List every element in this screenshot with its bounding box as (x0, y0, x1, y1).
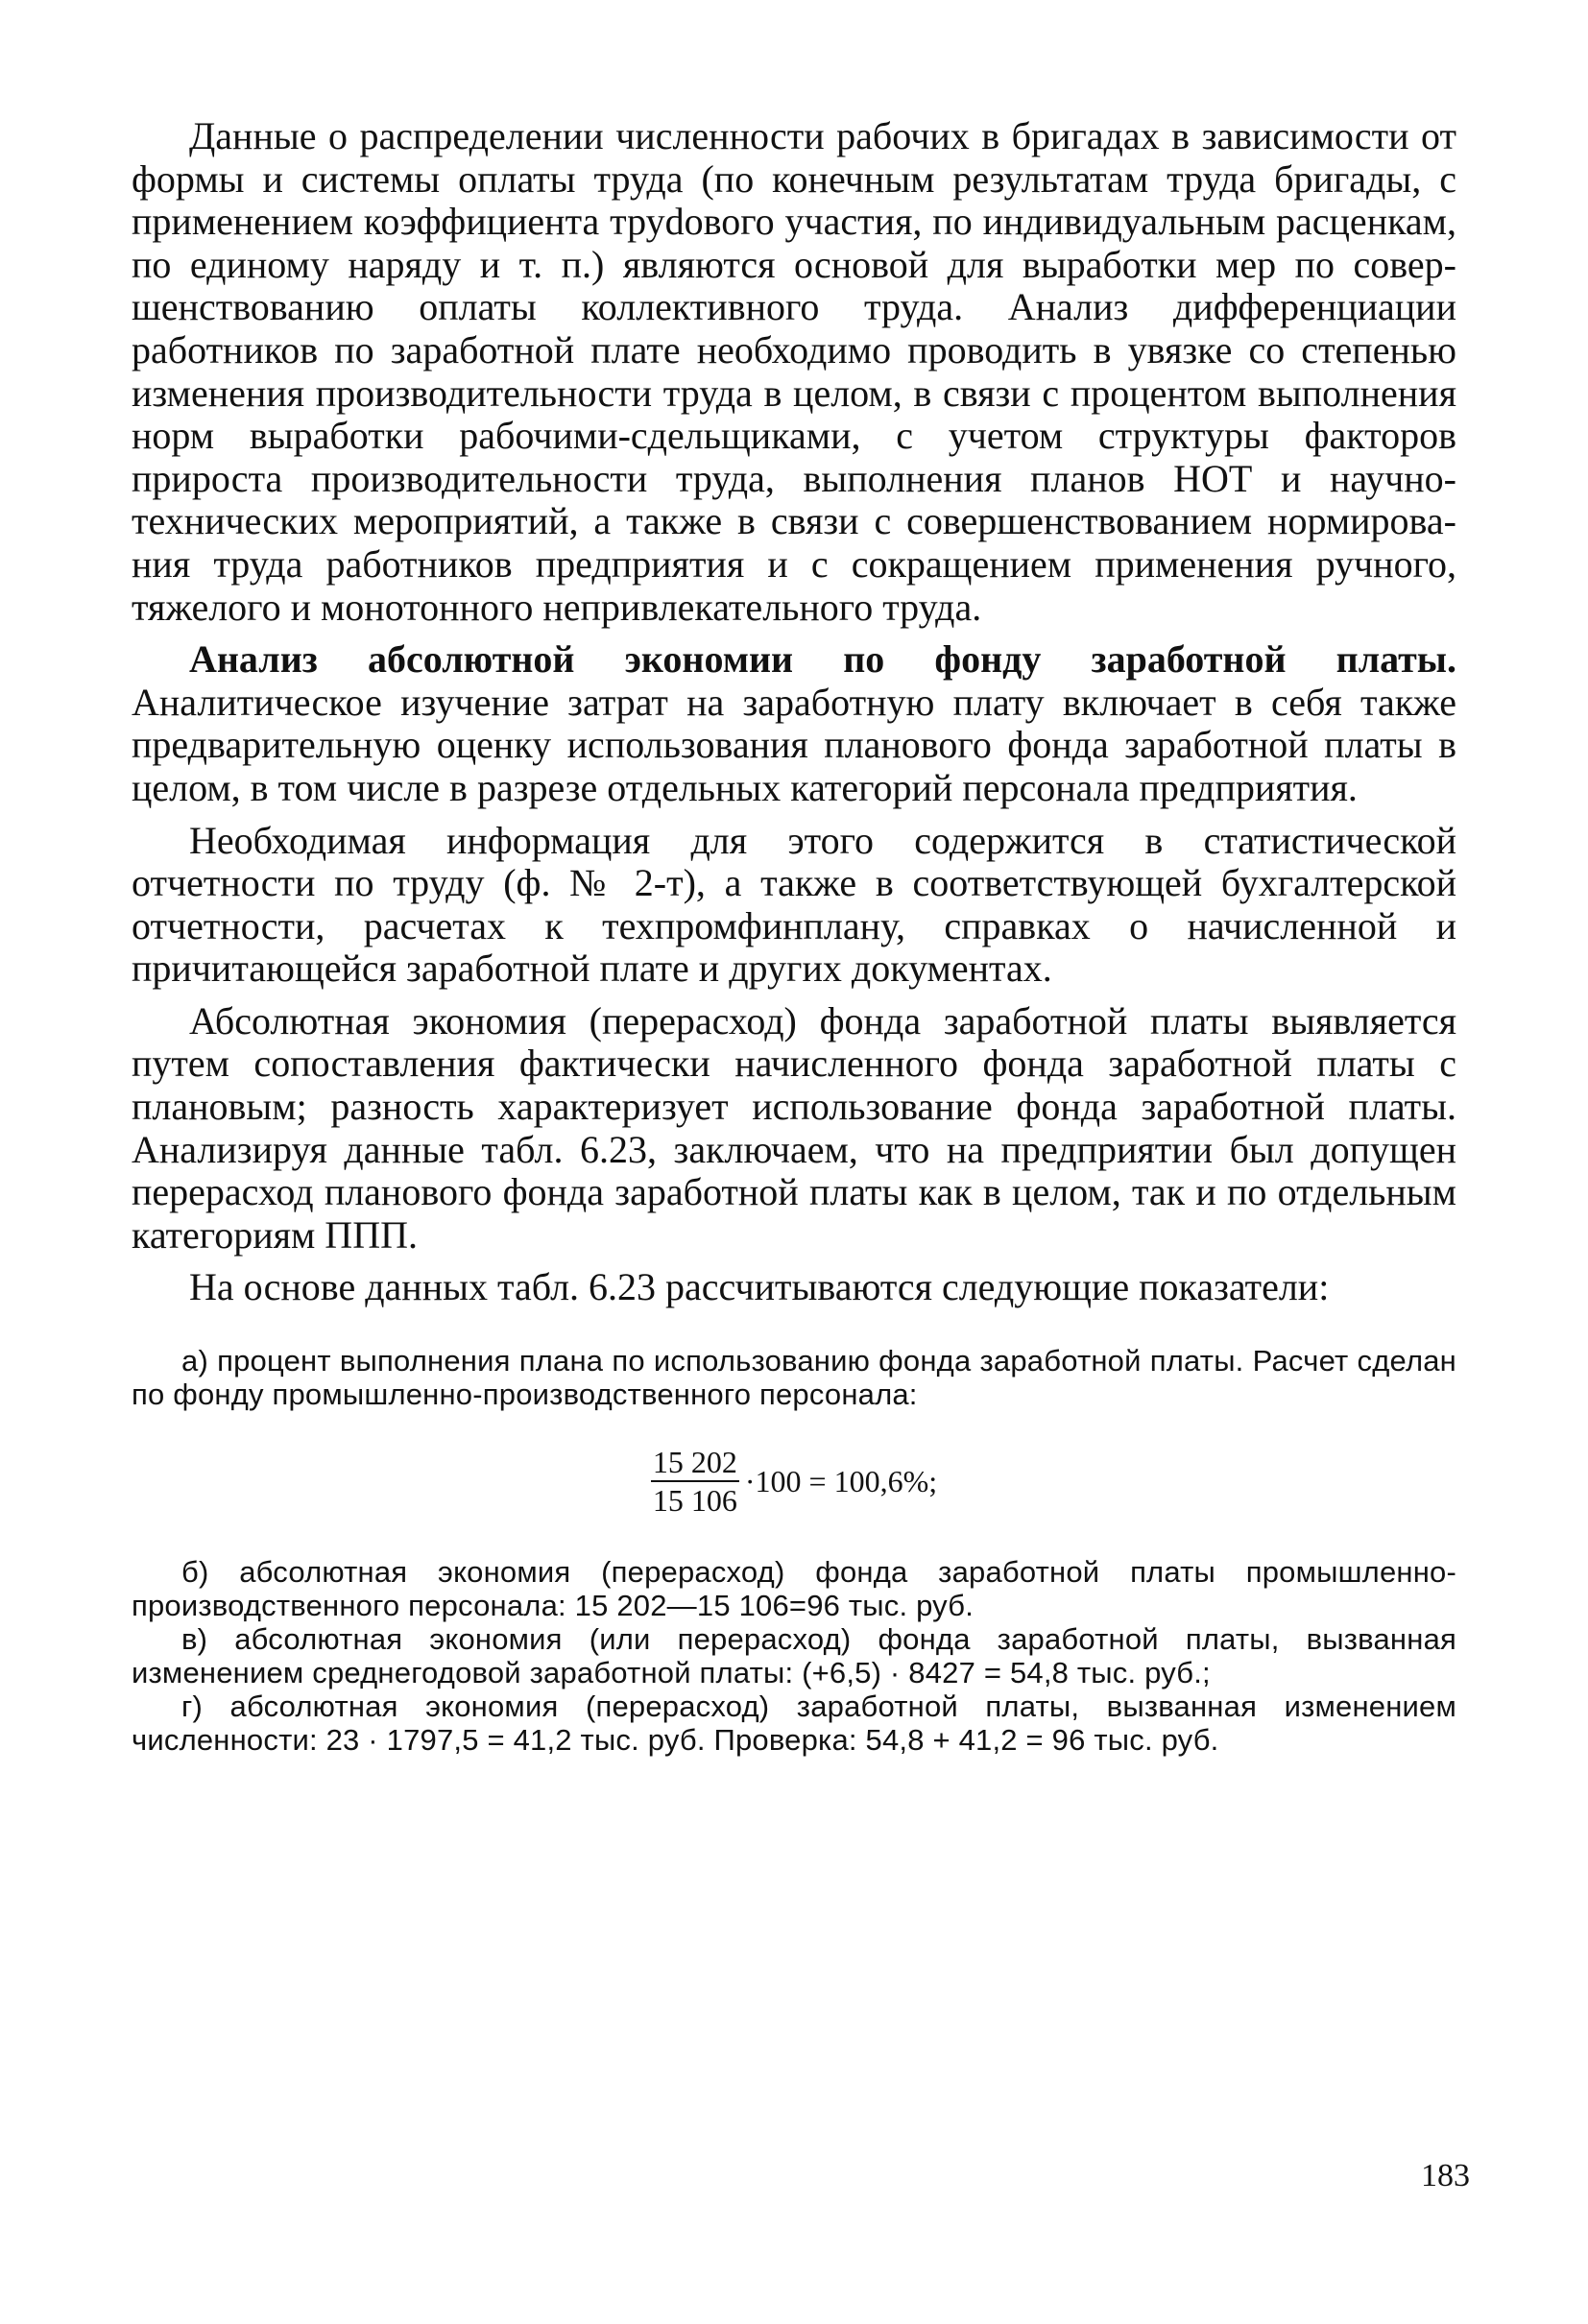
paragraph-information-sources: Необходимая информация для этого содержится в статистической отчетности по труду (ф. № 2-т), а также в соответствующей бухгалтерской отчетности, расчетах к техпромфинплану, справках о начисленной и причитающейся заработной плате и других документах. (132, 818, 1456, 991)
note-a: а) процент выполнения плана по использованию фонда заработной платы. Расчет сделан по фонду промышленно-производственного персонала: (132, 1344, 1456, 1412)
formula (132, 1446, 1456, 1517)
paragraph-absolute-savings-text: Аналитическое изучение затрат на заработную плату включает в себя также предварительную оценку использования планового фонда заработной платы в целом, в том числе в разрезе отдельных категорий персонала предприятия. (132, 680, 1456, 809)
section-heading: Анализ абсолютной экономии по фонду заработной платы. (189, 637, 1456, 682)
note-g: г) абсолютная экономия (перерасход) заработной платы, вызванная изменением численности: 23 · 1797,5 = 41,2 тыс. руб. Проверка: 54,8 + 41,2 = 96 тыс. руб. (132, 1689, 1456, 1758)
paragraph-absolute-savings (132, 638, 1456, 809)
formula-result: ·100 = 100,6%; (744, 1463, 938, 1498)
paragraph-indicators-intro: На основе данных табл. 6.23 рассчитываются следующие показатели: (189, 1265, 1330, 1309)
page-content (132, 115, 1456, 1757)
paragraph-overrun: Абсолютная экономия (перерасход) фонда заработной платы выявляется путем сопоставления фактически начисленного фонда заработной платы с плановым; разность характеризует использование фонда заработной платы. Анализируя данные табл. 6.23, заключаем, что на предприятии был допущен перерасход планового фонда заработной платы как в целом, так и по отдельным категориям ППП. (132, 998, 1456, 1257)
fraction (651, 1446, 739, 1517)
paragraph-wage-differentiation: Данные о распределении численности рабочих в бригадах в зависимости от формы и системы оплаты труда (по конечным результатам труда бригады, с применением коэффициента труdового участия, по индивидуальным расценкам, по единому наряду и т. п.) являются основой для выработки мер по совершенствованию оплаты коллективного труда. Анализ дифференциации работников по заработной плате необходимо проводить в увязке со степенью изменения производительности труда в целом, в связи с процентом выполнения норм выработки рабочими-сдельщиками, с учетом структуры факторов прироста производительности труда, выполнения планов НОТ и научно-технических мероприятий, а также в связи с совершенствованием нормирования труда работников предприятия и с сокращением применения ручного, тяжелого и монотонного непривлекательного труда. (132, 114, 1456, 629)
note-v: в) абсолютная экономия (или перерасход) фонда заработной платы, вызванная изменением среднегодовой заработной платы: (+6,5) · 8427 = 54,8 тыс. руб.; (132, 1622, 1456, 1690)
note-b: б) абсолютная экономия (перерасход) фонда заработной платы промышленно-производственного персонала: 15 202—15 106=96 тыс. руб. (132, 1555, 1456, 1623)
page-number: 183 (1421, 2158, 1470, 2193)
fraction-denominator: 15 106 (652, 1483, 737, 1519)
fraction-numerator: 15 202 (651, 1446, 739, 1482)
